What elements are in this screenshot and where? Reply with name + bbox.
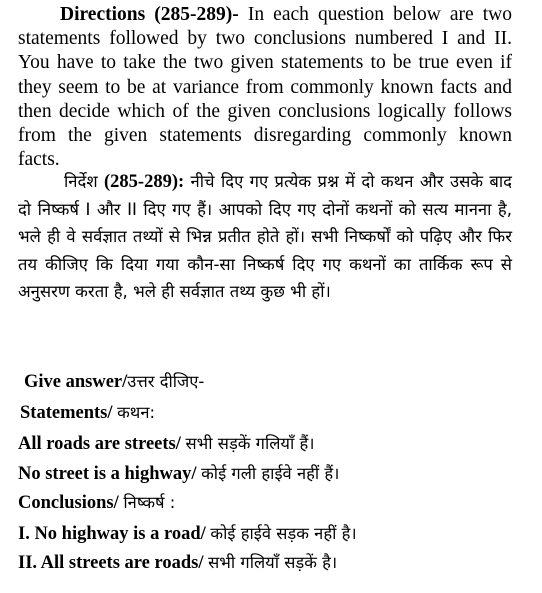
directions-english <box>18 3 512 172</box>
answer-prompt-hi: उत्तर दीजिए- <box>127 372 205 391</box>
conclusion-2-hi: सभी गलियाँ सड़कें है। <box>208 553 338 572</box>
directions-hindi <box>18 168 512 305</box>
conclusion-1-en: I. No highway is a road/ <box>18 524 206 544</box>
answer-prompt <box>24 369 204 393</box>
statements-heading-hi: कथन: <box>117 403 156 422</box>
directions-text-en: In each question below are two statements followed by two conclusions numbered I and II. You have to take the two given statements to be true even if they seem to be at variance from commonly known facts and then decide which of the given conclusions logically follows from the given statements disregarding commonly known facts. <box>18 4 513 171</box>
conclusion-2-en: II. All streets are roads/ <box>18 553 204 573</box>
statements-heading-en: Statements/ <box>20 403 113 423</box>
directions-heading-en: Directions (285-289)- <box>60 4 239 25</box>
directions-heading-num: (285-289): <box>104 172 185 192</box>
statement-1-hi: सभी सड़कें गलियाँ हैं। <box>185 434 315 453</box>
statement-2-en: No street is a highway/ <box>18 464 197 484</box>
answer-prompt-en: Give answer/ <box>24 372 128 392</box>
conclusion-2 <box>18 550 337 574</box>
conclusions-heading <box>18 490 175 514</box>
statement-2-hi: कोई गली हाईवे नहीं हैं। <box>201 464 340 483</box>
statement-1-en: All roads are streets/ <box>18 434 181 454</box>
conclusions-heading-en: Conclusions/ <box>18 493 119 513</box>
statement-1 <box>18 431 315 455</box>
conclusion-1-hi: कोई हाईवे सड़क नहीं है। <box>210 524 357 543</box>
conclusions-heading-hi: निष्कर्ष : <box>123 493 176 512</box>
directions-text-hi: नीचे दिए गए प्रत्येक प्रश्न में दो कथन और उसके बाद दो निष्कर्ष I और II दिए गए हैं। आपको दिए गए दोनों कथनों को सत्य मानना है, भले ही वे सर्वज्ञात तथ्यों से भिन्न प्रतीत होते हों। सभी निष्कर्षों को पढ़िए और फिर तय कीजिए कि दिया गया कौन-सा निष्कर्ष दिए गए कथनों का तार्किक रूप से अनुसरण करता है, भले ही सर्वज्ञात तथ्य कुछ भी हों। <box>18 172 512 301</box>
statement-2 <box>18 461 339 485</box>
directions-heading-hi: निर्देश <box>64 172 98 191</box>
conclusion-1 <box>18 521 357 545</box>
statements-heading <box>20 400 155 424</box>
